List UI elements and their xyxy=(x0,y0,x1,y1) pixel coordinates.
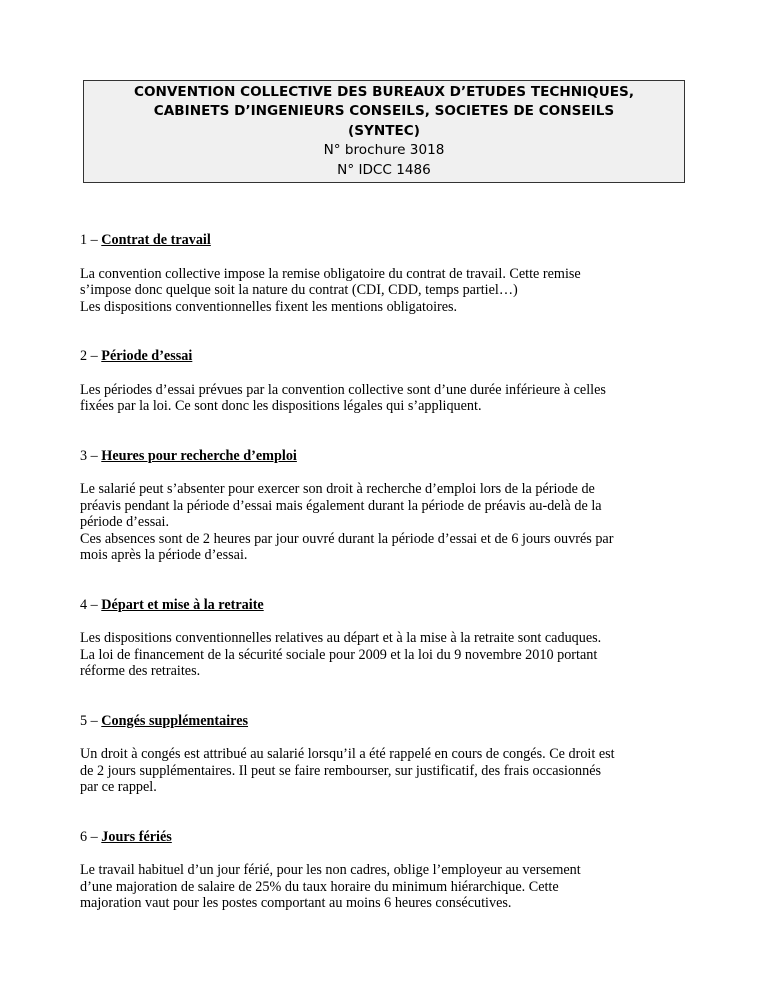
paragraph-line: de 2 jours supplémentaires. Il peut se faire rembourser, sur justificatif, des frais occasionnés xyxy=(80,762,602,779)
section-heading xyxy=(80,448,700,465)
section-title: Heures pour recherche d’emploi xyxy=(101,447,297,464)
section-heading xyxy=(80,348,700,365)
section-6 xyxy=(80,829,700,912)
section-2 xyxy=(80,348,700,415)
section-spacer xyxy=(80,315,700,348)
section-body xyxy=(80,266,700,316)
section-title: Départ et mise à la retraite xyxy=(101,596,264,613)
paragraph-line: La convention collective impose la remise obligatoire du contrat de travail. Cette remise xyxy=(80,265,581,282)
section-5 xyxy=(80,713,700,796)
paragraph-line: Les périodes d’essai prévues par la convention collective sont d’une durée inférieure à celles xyxy=(80,381,606,398)
paragraph-line: fixées par la loi. Ce sont donc les dispositions légales qui s’appliquent. xyxy=(80,398,482,414)
paragraph-line: Les dispositions conventionnelles fixent les mentions obligatoires. xyxy=(80,298,458,315)
paragraph-line: Un droit à congés est attribué au salarié lorsqu’il a été rappelé en cours de congés. Ce droit est xyxy=(80,746,615,762)
section-heading xyxy=(80,597,700,614)
paragraph-line: Ces absences sont de 2 heures par jour ouvré durant la période d’essai et de 6 jours ouvrés par xyxy=(80,530,614,547)
section-title: Période d’essai xyxy=(101,348,193,364)
paragraph-line: s’impose donc quelque soit la nature du contrat (CDI, CDD, temps partiel…) xyxy=(80,282,518,298)
header-title-line-2: CABINETS D’INGENIEURS CONSEILS, SOCIETES DE CONSEILS xyxy=(153,103,615,120)
paragraph-line: Le salarié peut s’absenter pour exercer son droit à recherche d’emploi lors de la période de xyxy=(80,481,595,497)
section-body xyxy=(80,746,700,796)
section-number: 3 – xyxy=(80,447,102,464)
paragraph-line: mois après la période d’essai. xyxy=(80,547,248,563)
section-3 xyxy=(80,448,700,564)
section-heading xyxy=(80,232,700,249)
paragraph-line: Les dispositions conventionnelles relatives au départ et à la mise à la retraite sont caduques. xyxy=(80,630,602,646)
section-1 xyxy=(80,232,700,315)
section-number: 1 – xyxy=(80,232,102,248)
header-title-line-1: CONVENTION COLLECTIVE DES BUREAUX D’ETUDES TECHNIQUES, xyxy=(134,83,634,100)
paragraph-line: majoration vaut pour les postes comportant au moins 6 heures consécutives. xyxy=(80,895,512,911)
section-body xyxy=(80,481,700,564)
header-title-line-3: (SYNTEC) xyxy=(348,122,420,139)
document-content xyxy=(80,232,700,912)
section-title: Jours fériés xyxy=(101,828,172,845)
section-heading xyxy=(80,829,700,846)
section-number: 4 – xyxy=(80,596,102,613)
section-number: 6 – xyxy=(80,828,102,845)
section-spacer xyxy=(80,564,700,597)
section-body xyxy=(80,862,700,912)
section-body xyxy=(80,630,700,680)
section-spacer xyxy=(80,415,700,448)
section-4 xyxy=(80,597,700,680)
paragraph-line: par ce rappel. xyxy=(80,779,157,795)
paragraph-line: d’une majoration de salaire de 25% du taux horaire du minimum hiérarchique. Cette xyxy=(80,878,559,895)
section-spacer xyxy=(80,680,700,713)
section-title: Congés supplémentaires xyxy=(101,712,249,729)
section-spacer xyxy=(80,796,700,829)
paragraph-line: préavis pendant la période d’essai mais également durant la période de préavis au-delà de la xyxy=(80,497,602,514)
section-number: 2 – xyxy=(80,348,102,364)
section-number: 5 – xyxy=(80,712,102,729)
header-idcc-number: N° IDCC 1486 xyxy=(337,161,431,178)
paragraph-line: période d’essai. xyxy=(80,514,170,530)
section-heading xyxy=(80,713,700,730)
paragraph-line: La loi de financement de la sécurité sociale pour 2009 et la loi du 9 novembre 2010 portant xyxy=(80,646,598,663)
paragraph-line: réforme des retraites. xyxy=(80,663,201,679)
document-header-box xyxy=(83,80,685,183)
paragraph-line: Le travail habituel d’un jour férié, pour les non cadres, oblige l’employeur au versement xyxy=(80,862,581,878)
section-title: Contrat de travail xyxy=(101,232,211,248)
header-brochure-number: N° brochure 3018 xyxy=(323,142,445,159)
section-body xyxy=(80,382,700,415)
